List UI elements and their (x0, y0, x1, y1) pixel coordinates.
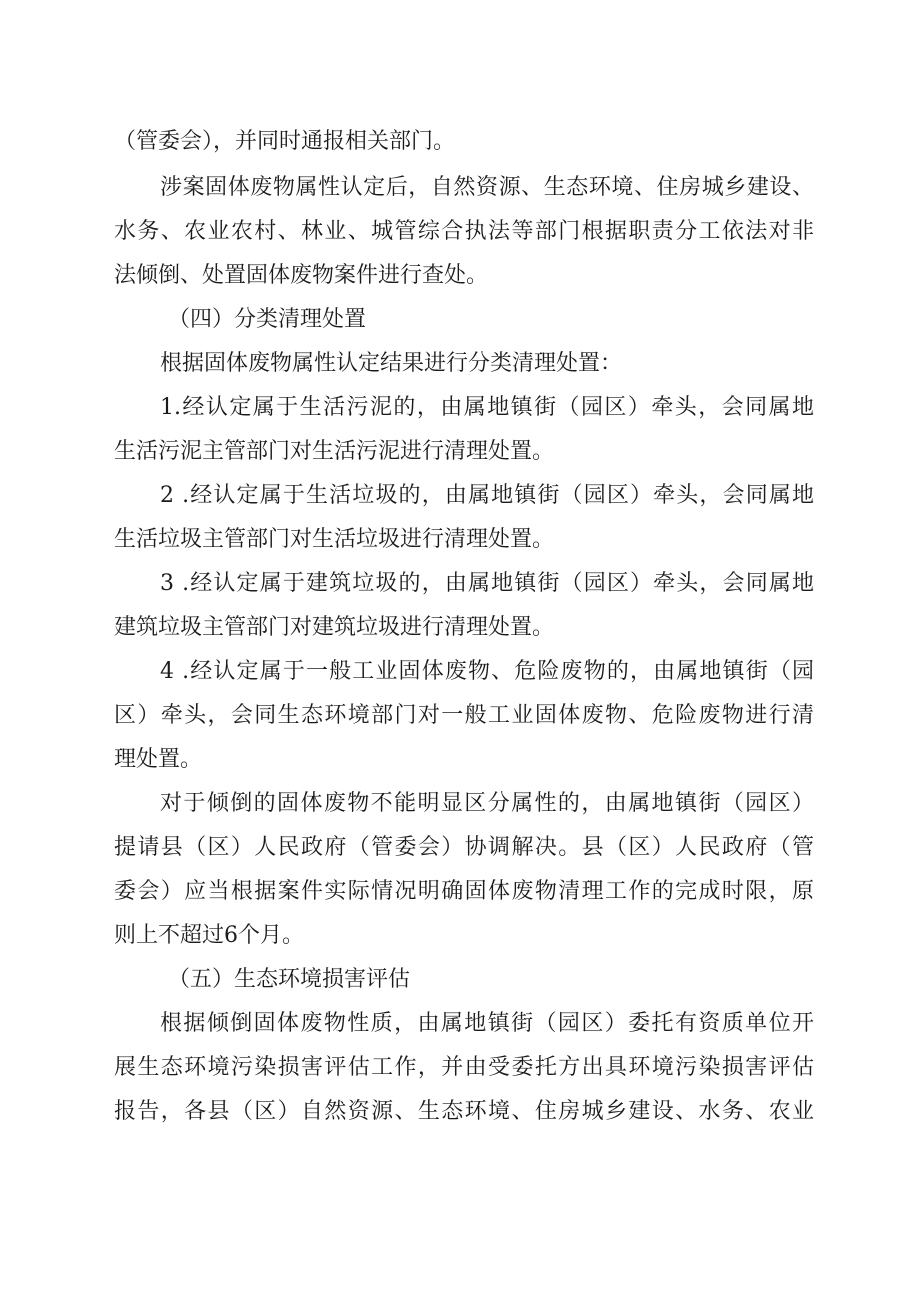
list-item-first-line: 3 .经认定属于建筑垃圾的，由属地镇街（园区）牵头，会同属地 (160, 571, 814, 596)
list-item-first-line: 1.经认定属于生活污泥的，由属地镇街（园区）牵头，会同属地 (160, 395, 814, 420)
paragraph-first-line: 根据固体废物属性认定结果进行分类清理处置： (160, 351, 623, 376)
text-line: 展生态环境污染损害评估工作，并由受委托方出具环境污染损害评估 (114, 1055, 814, 1080)
list-item-first-line: 4 .经认定属于一般工业固体废物、危险废物的，由属地镇街（园 (160, 659, 814, 684)
text-line: 报告，各县（区）自然资源、生态环境、住房城乡建设、水务、农业 (114, 1099, 814, 1124)
text-line: 提请县（区）人民政府（管委会）协调解决。县（区）人民政府（管 (114, 835, 814, 860)
section-heading: （五）生态环境损害评估 (168, 967, 411, 992)
text-line: 生活垃圾主管部门对生活垃圾进行清理处置。 (114, 527, 555, 552)
text-line: 建筑垃圾主管部门对建筑垃圾进行清理处置。 (114, 615, 555, 640)
text-line: 委会）应当根据案件实际情况明确固体废物清理工作的完成时限，原 (114, 879, 814, 904)
text-line: 则上不超过6个月。 (114, 923, 304, 948)
section-heading: （四）分类清理处置 (168, 307, 367, 332)
paragraph-first-line: 根据倾倒固体废物性质，由属地镇街（园区）委托有资质单位开 (160, 1011, 814, 1036)
paragraph-first-line: 涉案固体废物属性认定后，自然资源、生态环境、住房城乡建设、 (160, 175, 814, 200)
text-line: 理处置。 (114, 747, 203, 772)
list-item-first-line: 2 .经认定属于生活垃圾的，由属地镇街（园区）牵头，会同属地 (160, 483, 814, 508)
paragraph-first-line: 对于倾倒的固体废物不能明显区分属性的，由属地镇街（园区） (160, 791, 814, 816)
text-line: （管委会），并同时通报相关部门。 (114, 129, 456, 154)
text-line: 区）牵头，会同生态环境部门对一般工业固体废物、危险废物进行清 (114, 703, 814, 728)
text-line: 水务、农业农村、林业、城管综合执法等部门根据职责分工依法对非 (114, 219, 814, 244)
text-line: 生活污泥主管部门对生活污泥进行清理处置。 (114, 439, 555, 464)
text-line: 法倾倒、处置固体废物案件进行查处。 (114, 263, 489, 288)
